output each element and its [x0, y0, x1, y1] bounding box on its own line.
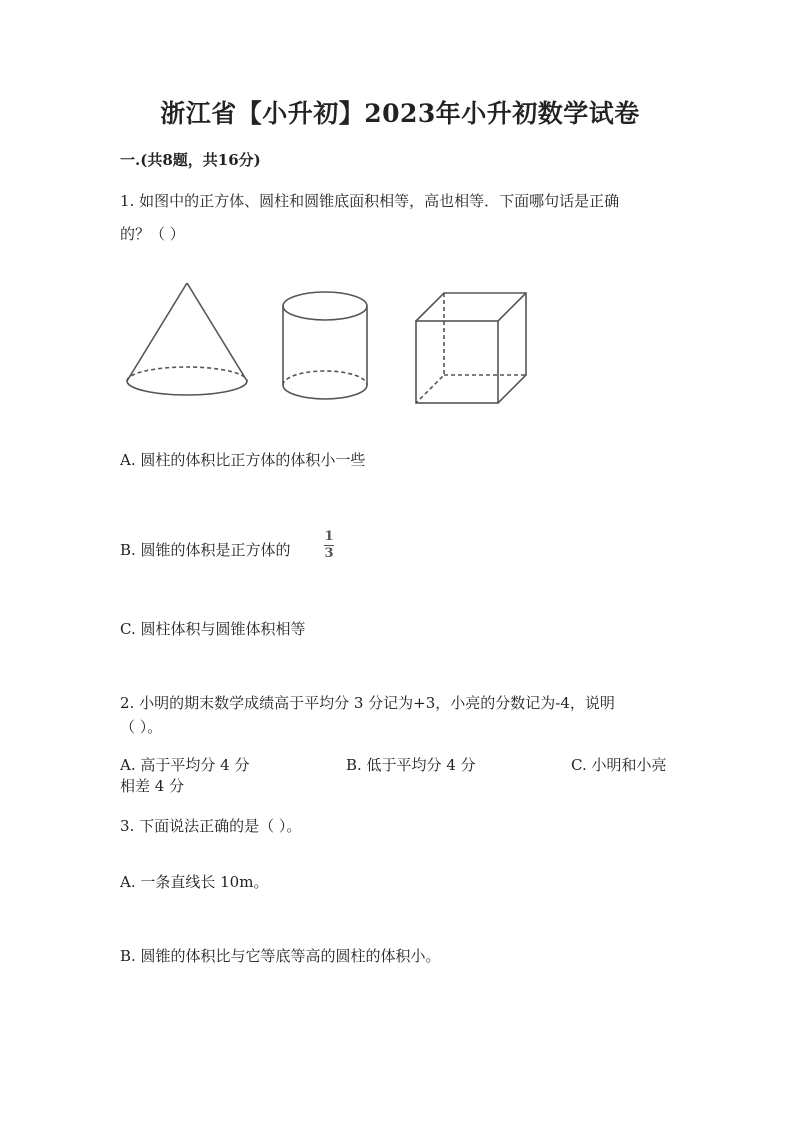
- section-header: 一.(共8题，共16分): [120, 151, 261, 169]
- fraction-one-third: [322, 530, 336, 561]
- q2-option-c-continued: 相差 4 分: [120, 777, 185, 795]
- q3-option-b: B. 圆锥的体积比与它等底等高的圆柱的体积小。: [120, 947, 441, 965]
- q1-stem-line1: 1. 如图中的正方体、圆柱和圆锥底面积相等，高也相等．下面哪句话是正确: [120, 192, 620, 210]
- q1-option-b: B. 圆锥的体积是正方体的: [120, 541, 291, 559]
- page-title: 浙江省【小升初】2023年小升初数学试卷: [160, 99, 640, 128]
- q2-option-c: C. 小明和小亮: [571, 756, 667, 774]
- fraction-numerator: 1: [324, 529, 334, 544]
- q1-stem-line2: 的？（ ）: [120, 225, 185, 243]
- q3-option-a: A. 一条直线长 10m。: [120, 873, 269, 891]
- q2-option-b: B. 低于平均分 4 分: [346, 756, 476, 774]
- q2-option-a: A. 高于平均分 4 分: [120, 756, 250, 774]
- q2-stem-line2: （ ）。: [120, 718, 163, 736]
- cylinder-figure: [283, 292, 367, 399]
- cube-figure: [416, 293, 526, 403]
- q2-stem-line1: 2. 小明的期末数学成绩高于平均分 3 分记为+3，小亮的分数记为-4，说明: [120, 694, 615, 712]
- q3-stem: 3. 下面说法正确的是（ ）。: [120, 817, 302, 835]
- q1-option-c: C. 圆柱体积与圆锥体积相等: [120, 620, 306, 638]
- q1-figures: [120, 275, 540, 415]
- q1-option-a: A. 圆柱的体积比正方体的体积小一些: [120, 451, 366, 469]
- fraction-denominator: 3: [324, 546, 334, 561]
- cone-figure: [127, 283, 247, 395]
